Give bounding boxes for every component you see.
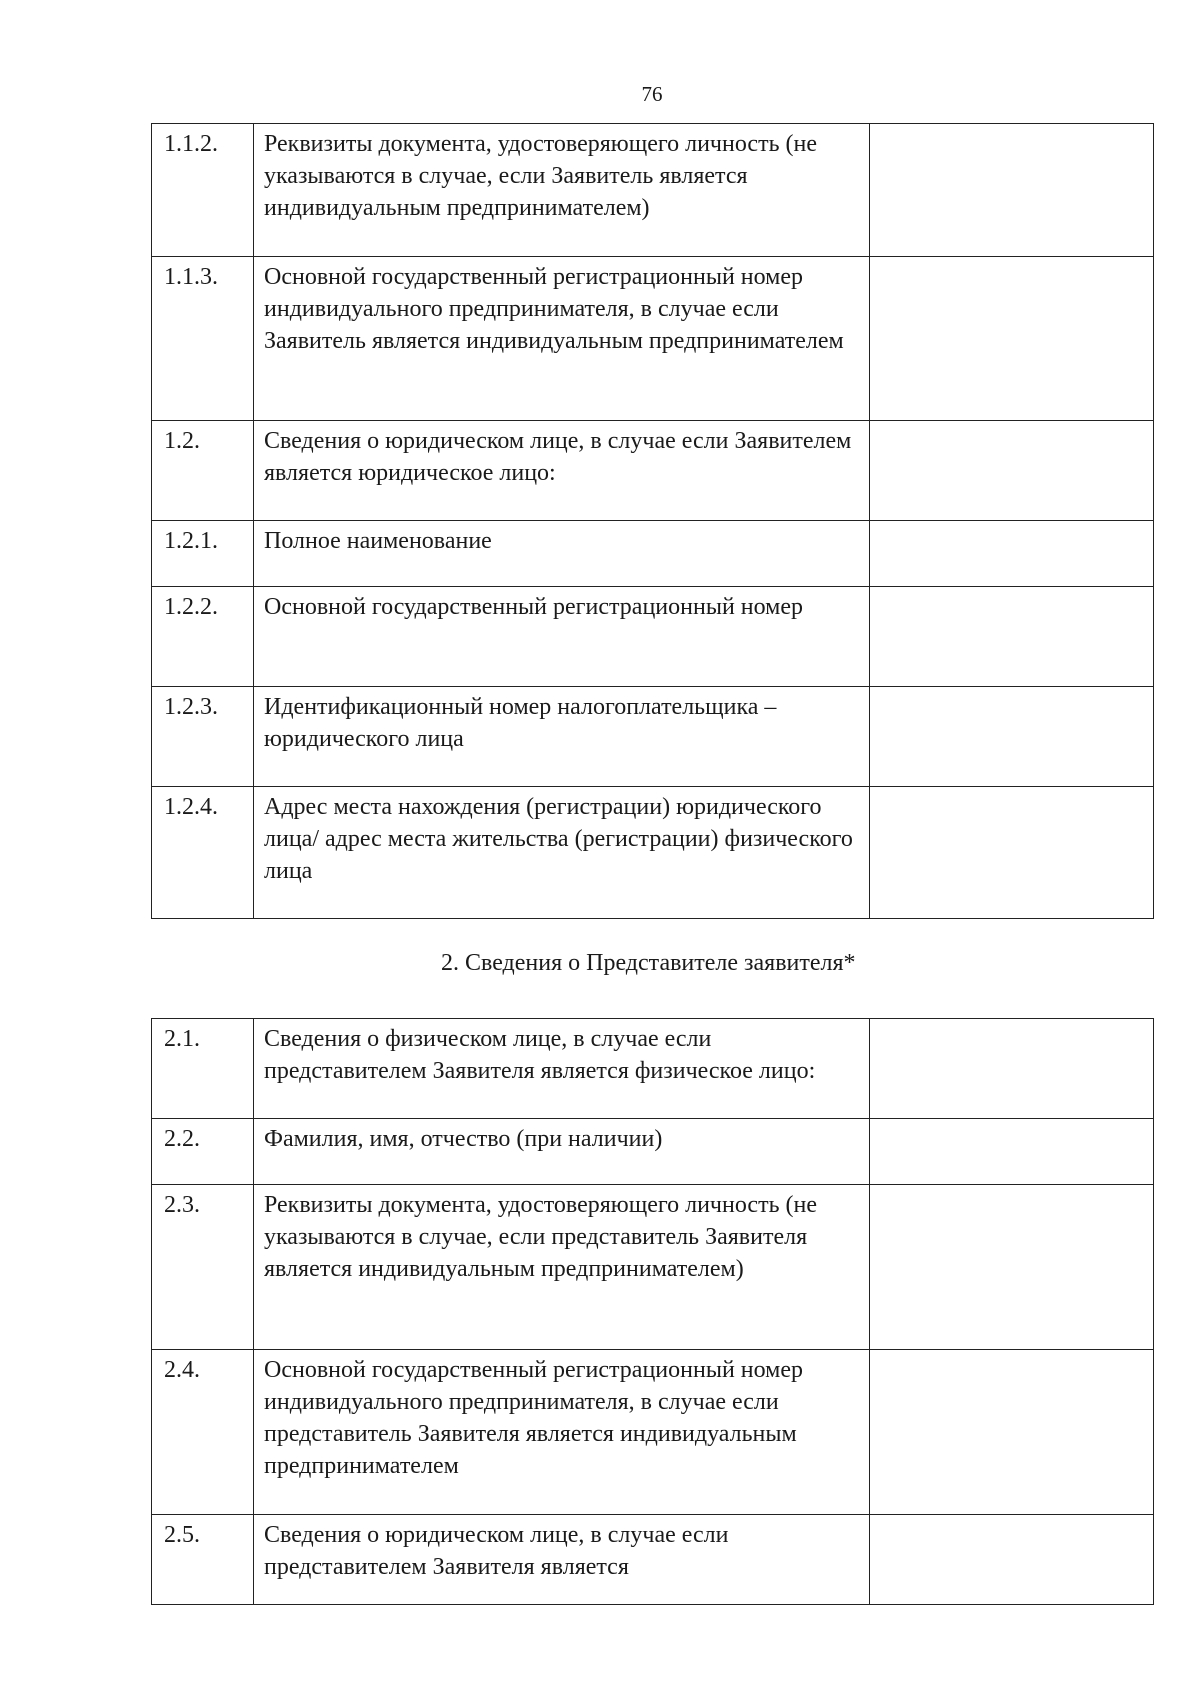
value-cell[interactable] [870,787,1154,919]
row-description: Сведения о юридическом лице, в случае если представителем Заявителя является [254,1515,870,1605]
value-cell[interactable] [870,1350,1154,1515]
table-row [152,787,1154,919]
table-row [152,1119,1154,1185]
table-row [152,1185,1154,1350]
row-description: Сведения о физическом лице, в случае если представителем Заявителя является физическое лицо: [254,1019,870,1119]
table-row [152,257,1154,421]
table-row [152,521,1154,587]
value-cell[interactable] [870,687,1154,787]
row-description: Сведения о юридическом лице, в случае если Заявителем является юридическое лицо: [254,421,870,521]
value-cell[interactable] [870,124,1154,257]
row-number: 1.2.1. [152,521,254,587]
row-number: 2.5. [152,1515,254,1605]
value-cell[interactable] [870,421,1154,521]
value-cell[interactable] [870,1119,1154,1185]
row-description: Основной государственный регистрационный номер [254,587,870,687]
section-heading: 2. Сведения о Представителе заявителя* [441,950,856,976]
table-row [152,124,1154,257]
row-number: 2.3. [152,1185,254,1350]
row-description: Реквизиты документа, удостоверяющего личность (не указываются в случае, если представитель Заявителя является индивидуальным предпринимателем) [254,1185,870,1350]
value-cell[interactable] [870,257,1154,421]
row-description: Идентификационный номер налогоплательщика – юридического лица [254,687,870,787]
applicant-info-table [151,123,1154,919]
table-row [152,1350,1154,1515]
row-description: Полное наименование [254,521,870,587]
table-row [152,687,1154,787]
row-description: Реквизиты документа, удостоверяющего личность (не указываются в случае, если Заявитель является индивидуальным предпринимателем) [254,124,870,257]
row-description: Основной государственный регистрационный номер индивидуального предпринимателя, в случае если представитель Заявителя является индивидуальным предпринимателем [254,1350,870,1515]
row-number: 1.1.3. [152,257,254,421]
representative-info-table [151,1018,1154,1605]
row-number: 2.1. [152,1019,254,1119]
table-row [152,1019,1154,1119]
row-number: 1.2. [152,421,254,521]
value-cell[interactable] [870,1515,1154,1605]
row-number: 1.2.4. [152,787,254,919]
row-number: 1.2.3. [152,687,254,787]
table-row [152,587,1154,687]
value-cell[interactable] [870,521,1154,587]
row-number: 2.4. [152,1350,254,1515]
row-description: Адрес места нахождения (регистрации) юридического лица/ адрес места жительства (регистрации) физического лица [254,787,870,919]
row-number: 2.2. [152,1119,254,1185]
table-row [152,1515,1154,1605]
value-cell[interactable] [870,1019,1154,1119]
row-number: 1.2.2. [152,587,254,687]
value-cell[interactable] [870,1185,1154,1350]
row-number: 1.1.2. [152,124,254,257]
value-cell[interactable] [870,587,1154,687]
row-description: Основной государственный регистрационный номер индивидуального предпринимателя, в случае если Заявитель является индивидуальным предпринимателем [254,257,870,421]
page-number: 76 [641,82,663,106]
table-row [152,421,1154,521]
row-description: Фамилия, имя, отчество (при наличии) [254,1119,870,1185]
